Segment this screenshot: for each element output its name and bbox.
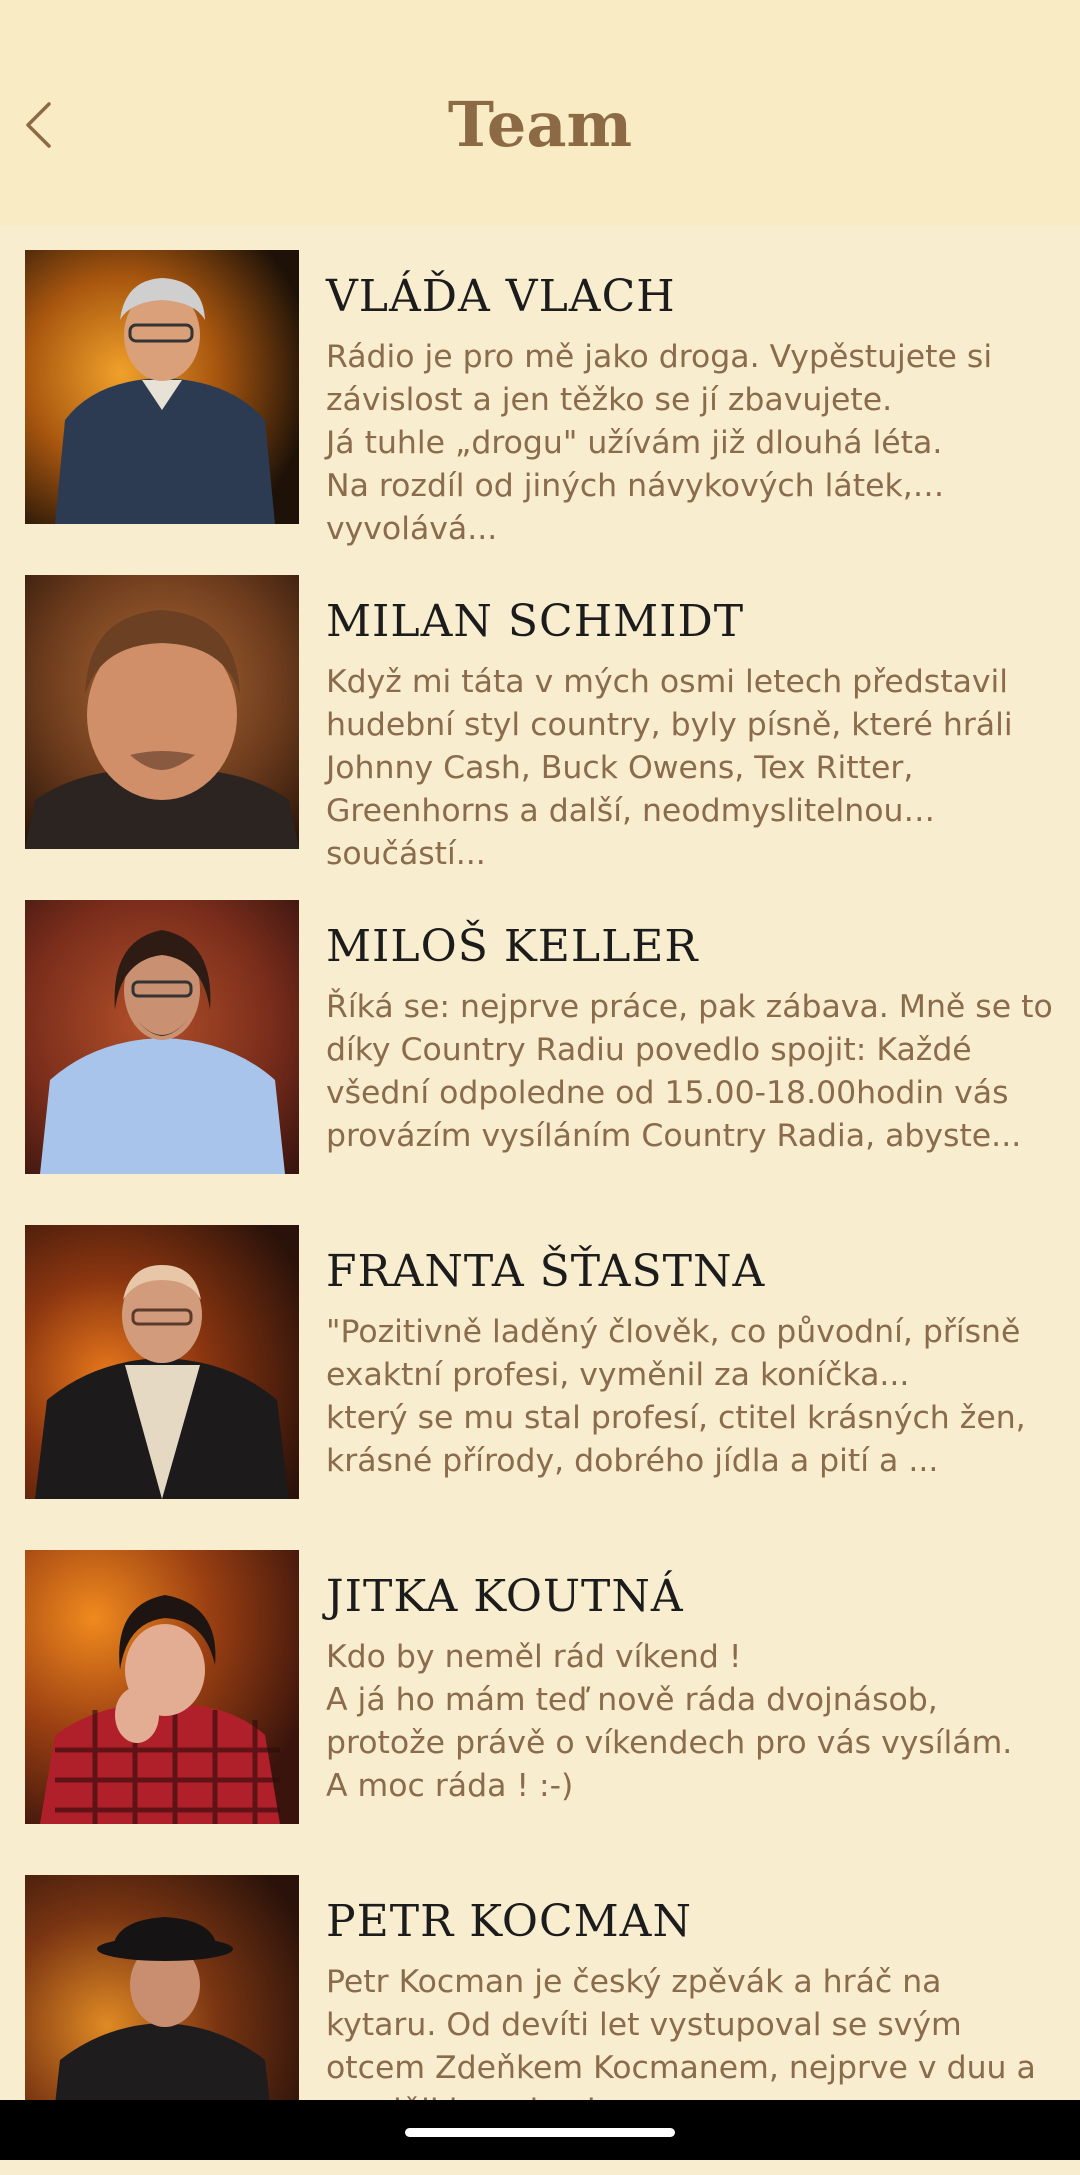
team-member-card[interactable]	[0, 875, 1080, 1200]
avatar	[25, 1225, 299, 1499]
member-name: MILAN SCHMIDT	[326, 596, 745, 647]
member-bio: Petr Kocman je český zpěvák a hráč na kytaru. Od devíti let vystupoval se svým otcem Zdeňkem Kocmanem, nejprve v duu a	[326, 1964, 1036, 2086]
member-name: VLÁĎA VLACH	[326, 271, 676, 322]
member-bio: Kdo by neměl rád víkend ! A já ho mám teď nově ráda dvojnásob, protože právě o víkendech pro vás vysílám. A moc ráda ! :-)	[326, 1639, 1013, 1804]
page-title: Team	[447, 88, 633, 161]
team-member-card[interactable]	[0, 550, 1080, 875]
avatar	[25, 250, 299, 524]
home-indicator[interactable]	[405, 2128, 675, 2137]
member-bio: Když mi táta v mých osmi letech představil hudební styl country, byly písně, které hráli Johnny Cash, Buck Owens, Tex Ritter, Greenhorns a další, neodmyslitelnou součástí...	[326, 664, 1013, 872]
team-member-card[interactable]	[0, 1200, 1080, 1525]
member-bio: "Pozitivně laděný člověk, co původní, přísně exaktní profesi, vyměnil za koníčka... který se mu stal profesí, ctitel krásných žen, krásné přírody, dobrého jídla a pití a ...	[326, 1314, 1026, 1479]
member-bio: Rádio je pro mě jako droga. Vypěstujete si závislost a jen těžko se jí zbavujete. Já tuhle „drogu" užívám již dlouhá léta. Na rozdíl od jiných návykových látek, vyvolává...	[326, 339, 993, 547]
team-member-card[interactable]	[0, 225, 1080, 550]
app-bar	[0, 0, 1080, 225]
member-name: MILOŠ KELLER	[326, 921, 699, 972]
team-member-card[interactable]	[0, 1525, 1080, 1850]
member-name: JITKA KOUTNÁ	[326, 1571, 684, 1622]
member-name: PETR KOCMAN	[326, 1896, 692, 1947]
team-list[interactable]	[0, 225, 1080, 2100]
avatar	[25, 900, 299, 1174]
member-bio: Říká se: nejprve práce, pak zábava. Mně se to díky Country Radiu povedlo spojit: Každé všední odpoledne od 15.00-18.00hodin vás provázím vysíláním Country Radia, abyste...	[326, 989, 1053, 1154]
member-name: FRANTA ŠŤASTNA	[326, 1246, 766, 1297]
avatar	[25, 1550, 299, 1824]
avatar	[25, 575, 299, 849]
